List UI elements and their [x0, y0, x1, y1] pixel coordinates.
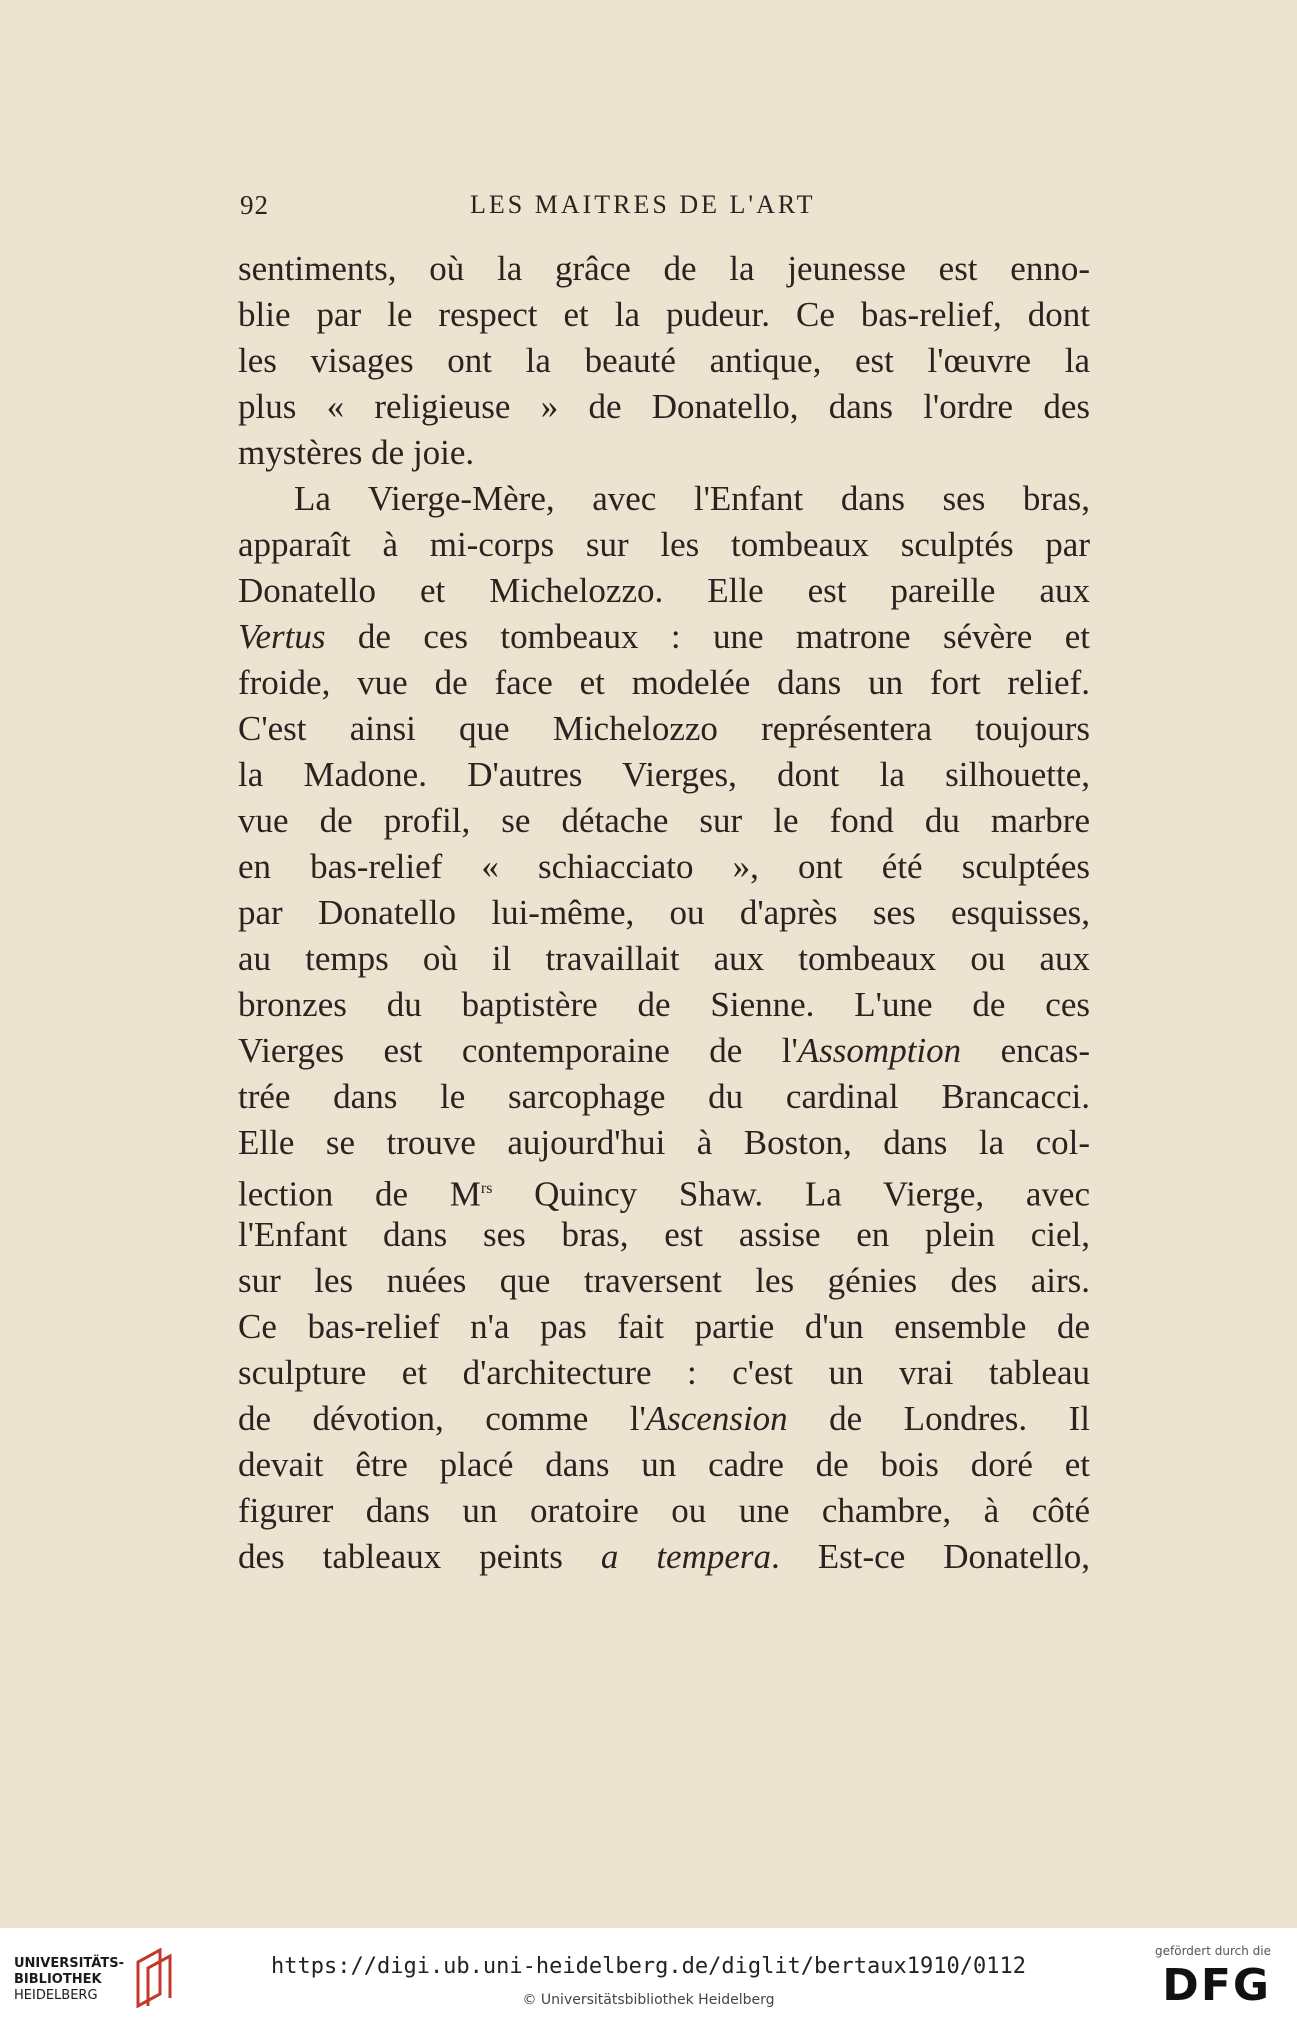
text-line: Donatello et Michelozzo. Elle est pareille aux [238, 571, 1090, 610]
text-line: trée dans le sarcophage du cardinal Brancacci. [238, 1077, 1090, 1116]
text-line: par Donatello lui-même, ou d'après ses esquisses, [238, 893, 1090, 932]
text-line: apparaît à mi-corps sur les tombeaux sculptés par [238, 525, 1090, 564]
dfg-logo[interactable]: DFG [1162, 1960, 1271, 2011]
italic-word: Ascension [645, 1399, 788, 1438]
text-line [238, 1396, 1090, 1442]
text-line: l'Enfant dans ses bras, est assise en plein ciel, [238, 1215, 1090, 1254]
page-header [240, 190, 1095, 230]
footer-bar [0, 1928, 1297, 2023]
text-run: lection de M [238, 1174, 481, 1214]
text-line: au temps où il travaillait aux tombeaux ou aux [238, 939, 1090, 978]
superscript: rs [480, 1180, 493, 1197]
text-run: Vierges est contemporaine de l' [238, 1031, 798, 1070]
text-line: blie par le respect et la pudeur. Ce bas-relief, dont [238, 295, 1090, 334]
text-line: sculpture et d'architecture : c'est un vrai tableau [238, 1353, 1090, 1392]
text-run: de ces tombeaux : une matrone sévère et [325, 617, 1090, 656]
text-line: La Vierge-Mère, avec l'Enfant dans ses bras, [294, 479, 1090, 518]
funder-note: gefördert durch die [1155, 1944, 1271, 1958]
text-run: encas- [961, 1031, 1090, 1070]
text-line: plus « religieuse » de Donatello, dans l'ordre des [238, 387, 1090, 426]
text-line: les visages ont la beauté antique, est l'œuvre la [238, 341, 1090, 380]
text-line: sentiments, où la grâce de la jeunesse est enno- [238, 249, 1090, 288]
copyright-notice: © Universitätsbibliothek Heidelberg [522, 1992, 775, 2008]
text-line: devait être placé dans un cadre de bois doré et [238, 1445, 1090, 1484]
text-line: Ce bas-relief n'a pas fait partie d'un ensemble de [238, 1307, 1090, 1346]
text-line: en bas-relief « schiacciato », ont été sculptées [238, 847, 1090, 886]
text-line [238, 1166, 1090, 1212]
text-line: vue de profil, se détache sur le fond du marbre [238, 801, 1090, 840]
text-run: . Est-ce Donatello, [771, 1537, 1091, 1576]
body-text [238, 246, 1090, 1580]
library-name-line1: UNIVERSITÄTS- [14, 1956, 124, 1971]
text-run: Quincy Shaw. La Vierge, avec [492, 1174, 1090, 1214]
text-run: de dévotion, comme l' [238, 1399, 646, 1438]
library-name-line3: HEIDELBERG [14, 1988, 98, 2003]
italic-word: a tempera [600, 1537, 772, 1576]
text-line: froide, vue de face et modelée dans un fort relief. [238, 663, 1090, 702]
text-line [238, 1028, 1090, 1074]
text-line: C'est ainsi que Michelozzo représentera toujours [238, 709, 1090, 748]
text-line: bronzes du baptistère de Sienne. L'une de ces [238, 985, 1090, 1024]
text-line: sur les nuées que traversent les génies des airs. [238, 1261, 1090, 1300]
text-line [238, 614, 1090, 660]
page-number: 92 [240, 190, 269, 220]
text-line: mystères de joie. [238, 433, 475, 472]
text-line: figurer dans un oratoire ou une chambre, à côté [238, 1491, 1090, 1530]
permalink-url[interactable]: https://digi.ub.uni-heidelberg.de/diglit/bertaux1910/0112 [271, 1954, 1026, 1979]
italic-word: Assomption [797, 1031, 962, 1070]
library-name-line2: BIBLIOTHEK [14, 1972, 102, 1987]
text-run: des tableaux peints [238, 1537, 601, 1576]
italic-word: Vertus [238, 617, 326, 656]
text-run: de Londres. Il [787, 1399, 1090, 1438]
text-line: Elle se trouve aujourd'hui à Boston, dans la col- [238, 1123, 1090, 1162]
text-line: la Madone. D'autres Vierges, dont la silhouette, [238, 755, 1090, 794]
text-line [238, 1534, 1090, 1580]
running-title: LES MAITRES DE L'ART [470, 190, 816, 219]
